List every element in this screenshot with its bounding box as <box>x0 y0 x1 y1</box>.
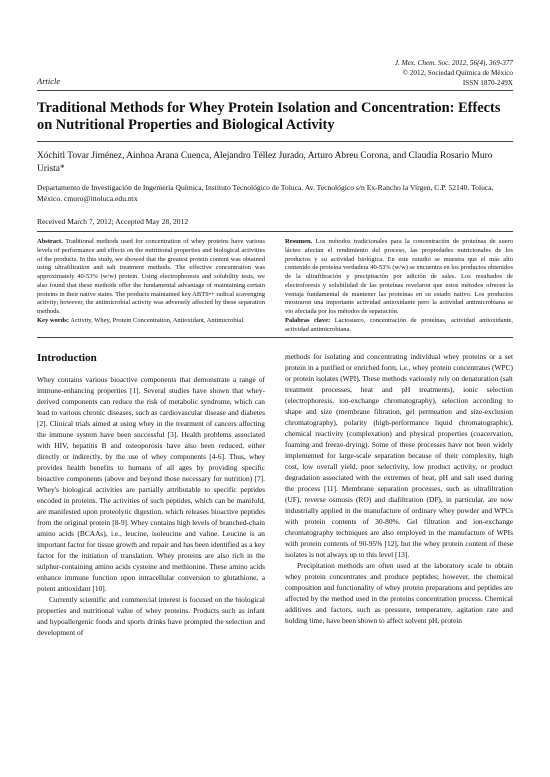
abstract-spanish <box>285 238 513 334</box>
introduction-heading: Introduction <box>37 352 97 364</box>
abstract-top-rule <box>37 231 513 232</box>
affiliation: Departamento de Investigación de Ingeniería Química, Instituto Tecnológico de Toluca. Av. Tecnológico s/n Ex-Rancho la Virgen, C.P. 52140. Toluca, México. cmuro@ittoluca.edu.mx <box>37 183 494 203</box>
intro-paragraph-3: methods for isolating and concentrating individual whey proteins or a set protein in a purified or enriched form, i.e., whey protein concentrates (WPC) or protein isolates (WPI). These methods variously rely on denaturation (salt treatment processes, heat and pH treatments), ionic selection (electrophoresis, ion-exchange chromatography), selection according to shape and size (membrane filtration, gel permeation and size-exclusion chromatography), polarity (high-performance liquid chromatographic), chemical reactivity (complexation) and physical properties (coacervation, foaming and freeze-drying). Some of these processes have not been widely implemented for large-scale separation because of their complexity, high cost, low overall yield, poor selectivity, low product activity, or product degradation associated with the extremes of heat, pH and salt used during the process [11]. Membrane separation processes, such as ultrafiltration (UF), reverse osmosis (RO) and diafiltration (DF), in particular, are now industrially applied in the manufacture of ordinary whey powder and WPCs with protein contents of 30-80%. Gel filtration and ion-exchange chromatography techniques are also employed in the manufacture of WPIs with protein contents of 90-95% [12], but the whey protein content of these isolates is not always up to this level [13]. <box>285 352 513 559</box>
keywords-en-label: Key words: <box>37 316 69 324</box>
article-title: Traditional Methods for Whey Protein Isolation and Concentration: Effects on Nutritional Properties and Biological Activity <box>37 100 501 133</box>
keywords-es <box>285 317 513 335</box>
left-column <box>37 374 265 638</box>
abstract-bottom-rule <box>37 337 513 338</box>
issn-line: ISSN 1870-249X <box>462 79 513 87</box>
keywords-es-label: Palabras clave: <box>285 316 331 324</box>
keywords-es-text: Lactosuero, concentración de proteínas, actividad antioxidante, actividad antimicrobiana. <box>285 316 514 333</box>
abstract-en-text: Traditional methods used for concentration of whey proteins have various levels of performance and effects on the nutritional properties and biological activities of the products. In this study, we showed that the greatest protein content was obtained using ultrafiltration and salt treatment methods. The effective concentration was approximately 40-53% (w/w) protein. Using electrophoresis and solubility tests, we also found that these methods offer the fundamental advantage of maintaining certain proteins in their native states. The products maintained key ABTS•+ radical scavenging activity; however, the antimicrobial activity was adversely affected by these separation methods. <box>37 238 265 315</box>
received-dates: Received March 7, 2012; Accepted May 28, 2012 <box>37 217 189 226</box>
abstract-en-label: Abstract. <box>37 238 63 245</box>
intro-paragraph-2: Currently scientific and commercial interest is focused on the biological properties and nutritional value of whey proteins. Products such as infant and hypoallergenic foods and sports drinks have prompted the selection and development of <box>37 595 265 637</box>
section-label: Article <box>37 76 61 86</box>
intro-paragraph-1: Whey contains various bioactive components that demonstrate a range of immune-enhancing properties [1]. Several studies have shown that whey-derived components can reduce the risk of metabolic syndrome, which can lead to various chronic diseases, such as cardiovascular disease and diabetes [2]. Clinical trials aimed at using whey in the treatment of cancers affecting the immune system have been successful [3]. Health problems associated with HIV, hepatitis B and osteoporosis have also been reduced, either directly or indirectly, by the use of whey components [4-6]. Thus, whey provides health benefits to humans of all ages by providing specific bioactive components (above and beyond those necessary for nutrition) [7]. Whey's biological activities are partially attributable to specific peptides encoded in proteins. The activities of such peptides, which can be manifold, are manifested upon proteolytic digestion, which releases bioactive peptides from the original protein [8-9]. Whey contains high levels of branched-chain amino acids (BCAAs), i.e., leucine, isoleucine and valine. Leucine is an important factor for tissue growth and repair and has been identified as a key factor for the initiation of translation. Whey proteins are also rich in the sulphur-containing amino acids cysteine and methionine. These amino acids enhance immune function upon intracellular conversion to glutathione, a potent antioxidant [10]. <box>37 375 265 593</box>
intro-paragraph-4: Precipitation methods are often used at the laboratory scale to obtain whey protein concentrates and produce peptides; however, the chemical composition and functionality of whey protein preparations and peptides are affected by the method used in the proteins concentration process. Chemical additives and factors, such as pressure, temperature, agitation rate and holding time, have been shown to affect solvent pH, protein <box>285 561 513 625</box>
right-column <box>285 351 513 626</box>
journal-citation: J. Mex. Chem. Soc. 2012, 56(4), 369-377 <box>394 59 513 67</box>
copyright-line: © 2012, Sociedad Química de México <box>402 69 513 77</box>
abstract-es-label: Resumen. <box>285 238 313 245</box>
abstract-english <box>37 238 265 326</box>
journal-header <box>395 58 513 88</box>
abstract-en-body <box>37 238 265 317</box>
author-list: Xóchitl Tovar Jiménez, Ainhoa Arana Cuenca, Alejandro Téllez Jurado, Arturo Abreu Corona, and Claudia Rosario Muro Urista* <box>37 151 493 174</box>
keywords-en-text: Activity, Whey, Protein Concentration, Antioxidant, Antimicrobial. <box>70 316 245 324</box>
keywords-en <box>37 317 265 326</box>
abstract-es-body <box>285 238 513 317</box>
abstract-es-text: Los métodos tradicionales para la concentración de proteínas de suero lácteo afectan el rendimiento del proceso, las propiedades nutricionales de los productos y su actividad biológica. En este estudio se muestra que el más alto contenido de proteína verdadera 40-53% (w/w) se encuentra en los productos obtenidos de la ultrafiltración y precipitación por adición de sales. Los resultados de electroforesis y solubilidad de las proteínas revelaron que estos métodos ofrecen la ventaja fundamental de mantener las proteínas en su estado nativo. Los productos mostraron una importante actividad antioxidante pero la actividad antimicrobiana se vio afectada por los métodos de separación. <box>285 238 513 315</box>
title-rule <box>37 141 513 142</box>
header-rule <box>37 90 513 91</box>
